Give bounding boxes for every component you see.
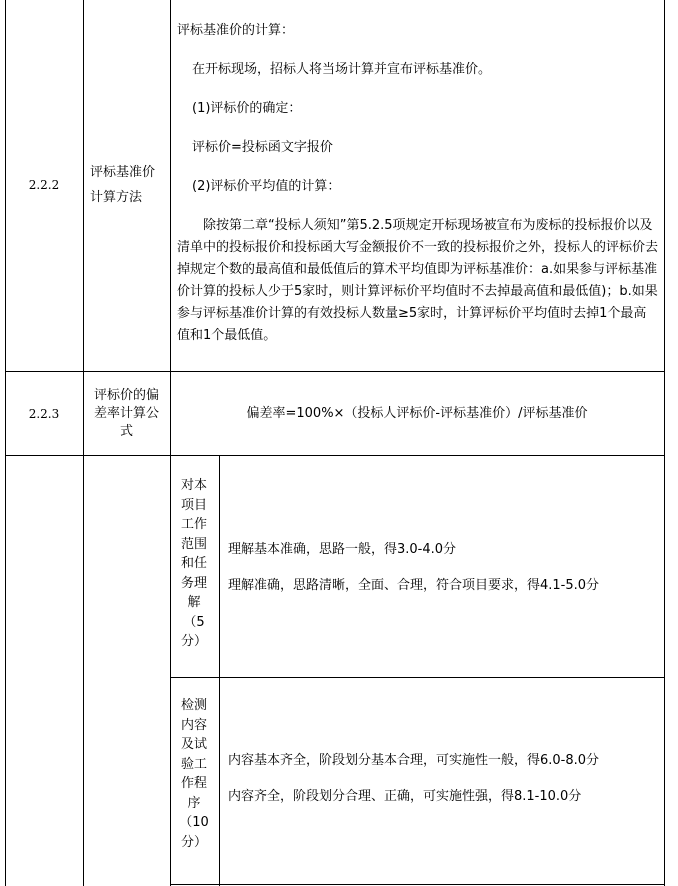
factor-title-char: 务理 <box>180 575 207 591</box>
factor-title-char: 分） <box>180 834 207 850</box>
border-left <box>5 0 6 886</box>
factor-title-char: 分） <box>180 634 207 649</box>
factor-title <box>170 476 218 652</box>
paragraph-body: 除按第二章“投标人须知”第5.2.5项规定开标现场被宣布为废标的投标报价以及清单中的投标报价和投标函大写金额报价不一致的投标报价之外，投标人的评标价去掉规定个数的最高值和最低值后的算术平均值即为评标基准价：a.如果参与评标基准价计算的投标人少于5家时，则计算评标价平均值时不去掉最高值和最低值)；b.如果参与评标基准价计算的有效投标人数量≥5家时，计算评标价平均值时去掉1个最高值和1个最低值。 <box>177 218 659 343</box>
formula: 偏差率=100%×（投标人评标价-评标基准价）/评标基准价 <box>246 406 588 421</box>
factor-title-char: 和任 <box>180 556 207 571</box>
factor-title-char: 验工 <box>180 756 207 772</box>
factor-divider-1 <box>170 677 665 678</box>
divider-num-label <box>83 0 84 886</box>
row-number: 2.2.3 <box>28 407 60 421</box>
factor-title-char: 检测 <box>180 698 207 713</box>
row-label-line: 式 <box>119 424 133 439</box>
factor-title-char: 作程 <box>180 776 207 791</box>
paragraph: (2)评标价平均值的计算： <box>192 179 341 194</box>
row-number: 2.2.2 <box>28 178 60 192</box>
factor-title-char: 内容 <box>180 717 207 733</box>
factor-title-char: （5 <box>183 614 205 630</box>
paragraph: (1)评标价的确定： <box>192 101 302 116</box>
factor-title-char: 范围 <box>180 536 207 552</box>
factor-title-char: （10 <box>179 815 209 830</box>
paragraph: 在开标现场，招标人将当场计算并宣布评标基准价。 <box>192 62 492 77</box>
paragraph: 评标价=投标函文字报价 <box>192 140 333 155</box>
factor-title-char: 项目 <box>180 497 207 513</box>
factor-title-char: 及试 <box>180 737 207 752</box>
scoring-criterion: 内容齐全，阶段划分合理、正确，可实施性强，得8.1-10.0分 <box>228 789 582 804</box>
scoring-criterion: 理解准确，思路清晰，全面、合理，符合项目要求，得4.1-5.0分 <box>228 578 600 593</box>
row-label-line: 差率计算公 <box>93 406 159 421</box>
factor-title-char: 工作 <box>180 517 207 532</box>
divider-factor-detail <box>219 456 220 886</box>
factor-title-char: 序 <box>187 795 201 811</box>
row-label-line: 评标价的偏 <box>93 388 159 403</box>
scoring-criterion: 内容基本齐全，阶段划分基本合理，可实施性一般，得6.0-8.0分 <box>228 753 600 768</box>
row-label-line: 计算方法 <box>90 190 143 205</box>
factor-title-char: 对本 <box>180 478 207 493</box>
scoring-criterion: 理解基本准确，思路一般，得3.0-4.0分 <box>228 542 457 557</box>
row-divider-2 <box>5 455 665 456</box>
row-label-line: 评标基准价 <box>90 165 156 180</box>
row-divider-1 <box>5 371 665 372</box>
border-right <box>664 0 665 886</box>
factor-title <box>170 696 218 852</box>
section-title: 评标基准价的计算： <box>177 23 295 38</box>
factor-divider-2 <box>170 884 665 885</box>
factor-title-char: 解 <box>187 595 201 610</box>
